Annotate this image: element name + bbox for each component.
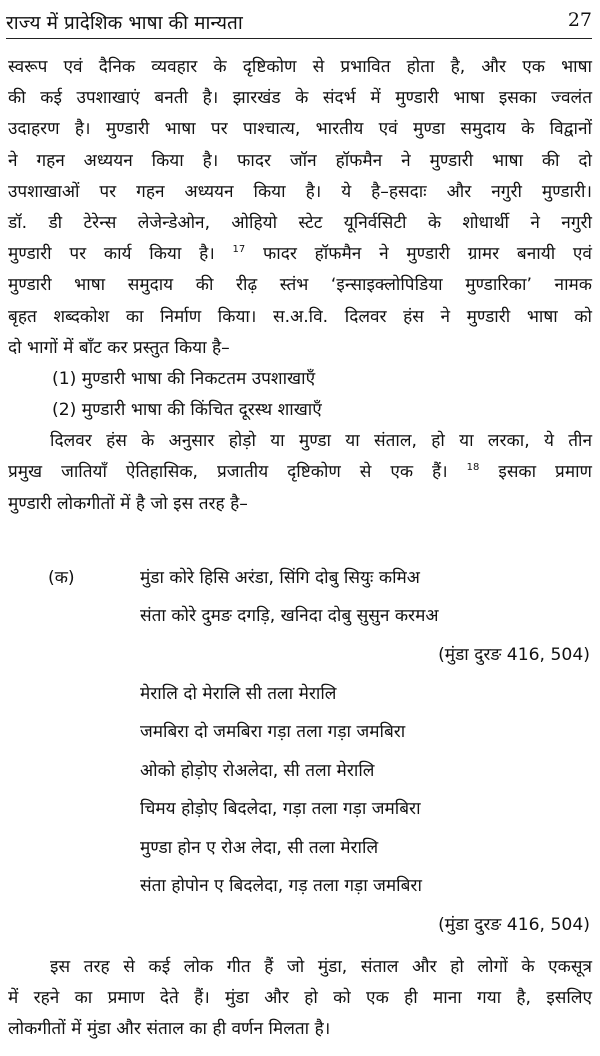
text-segment: इसका प्रमाण bbox=[498, 462, 592, 483]
paragraph-line: उदाहरण है। मुण्डारी भाषा पर पाश्चात्य, भारतीय एवं मुण्डा समुदाय के विद्वानों bbox=[8, 119, 592, 140]
paragraph-line: मुण्डारी लोकगीतों में है जो इस तरह है– bbox=[8, 493, 248, 514]
paragraph-line: स्वरूप एवं दैनिक व्यवहार के दृष्टिकोण से प्रभावित होता है, और एक भाषा bbox=[8, 57, 592, 77]
citation: (मुंडा दुरङ 416, 504) bbox=[438, 915, 590, 935]
paragraph-2 bbox=[8, 426, 592, 520]
paragraph-line: दो भागों में बाँट कर प्रस्तुत किया है– bbox=[8, 337, 230, 358]
paragraph-line: लोकगीतों में मुंडा और संताल का ही वर्णन मिलता है। bbox=[8, 1019, 331, 1040]
page-body bbox=[8, 52, 592, 520]
paragraph-line: डॉ. डी टेरेन्स लेजेन्डेओन, ओहियो स्टेट यूनिर्वसिटी के शोधार्थी ने नगुरी bbox=[8, 212, 592, 233]
paragraph-line: ने गहन अध्ययन किया है। फादर जॉन हॉफमैन ने मुण्डारी भाषा की दो bbox=[8, 150, 592, 171]
list bbox=[8, 364, 592, 426]
paragraph-1 bbox=[8, 52, 592, 364]
footnote-marker-18: 18 bbox=[466, 462, 480, 474]
paragraph-3 bbox=[8, 952, 592, 1046]
paragraph-line: दिलवर हंस के अनुसार होड़ो या मुण्डा या संताल, हो या लरका, ये तीन bbox=[50, 431, 592, 452]
verse-line: चिमय होड़ोए बिदलेदा, गड़ा तला गड़ा जमबिरा bbox=[140, 799, 421, 819]
page-number: 27 bbox=[567, 9, 592, 31]
verse-line: मेरालि दो मेरालि सी तला मेरालि bbox=[140, 684, 337, 704]
paragraph-line: बृहत शब्दकोश का निर्माण किया। स.अ.वि. दिलवर हंस ने मुण्डारी भाषा को bbox=[8, 306, 592, 327]
verse-line: ओको होड़ोए रोअलेदा, सी तला मेरालि bbox=[140, 761, 375, 781]
verse-line: मुंडा कोरे हिसि अरंडा, सिंगि दोबु सियुः कमिअ bbox=[140, 568, 420, 588]
text-segment: प्रमुख जातियाँ ऐतिहासिक, प्रजातीय दृष्टिकोण से एक हैं। bbox=[8, 462, 448, 483]
header-title: राज्य में प्रादेशिक भाषा की मान्यता bbox=[6, 12, 243, 34]
paragraph-line bbox=[8, 239, 592, 270]
paragraph-line: मुण्डारी भाषा समुदाय की रीढ़ स्तंभ ‘इन्साइक्लोपिडिया मुण्डारिका’ नामक bbox=[8, 275, 592, 296]
running-header bbox=[6, 4, 592, 39]
paragraph-line: इस तरह से कई लोक गीत हैं जो मुंडा, संताल और हो लोगों के एकसूत्र bbox=[50, 957, 592, 977]
verse-line: मुण्डा होन ए रोअ लेदा, सी तला मेरालि bbox=[140, 838, 379, 858]
citation: (मुंडा दुरङ 416, 504) bbox=[438, 645, 590, 665]
verse-line: संता कोरे दुमङ दगड़ि, खनिदा दोबु सुसुन करमअ bbox=[140, 606, 439, 626]
footnote-marker-17: 17 bbox=[232, 244, 246, 256]
paragraph-line: में रहने का प्रमाण देते हैं। मुंडा और हो को एक ही माना गया है, इसलिए bbox=[8, 988, 592, 1009]
paragraph-line: उपशाखाओं पर गहन अध्ययन किया है। ये है–हसदाः और नगुरी मुण्डारी। bbox=[8, 181, 592, 202]
text-segment: मुण्डारी पर कार्य किया है। bbox=[8, 244, 215, 265]
list-item: (1) मुण्डारी भाषा की निकटतम उपशाखाएँ bbox=[52, 368, 316, 389]
list-item: (2) मुण्डारी भाषा की किंचित दूरस्थ शाखाएँ bbox=[52, 400, 322, 421]
paragraph-line: की कई उपशाखाएं बनती है। झारखंड के संदर्भ में मुण्डारी भाषा इसका ज्वलंत bbox=[8, 88, 592, 109]
text-segment: फादर हॉफमैन ने मुण्डारी ग्रामर बनायी एवं bbox=[263, 244, 592, 265]
verse-line: जमबिरा दो जमबिरा गड़ा तला गड़ा जमबिरा bbox=[140, 722, 406, 742]
paragraph-line bbox=[8, 457, 592, 488]
verse-label: (क) bbox=[48, 568, 75, 588]
verse-line: संता होपोन ए बिदलेदा, गड़ तला गड़ा जमबिरा bbox=[140, 876, 422, 896]
